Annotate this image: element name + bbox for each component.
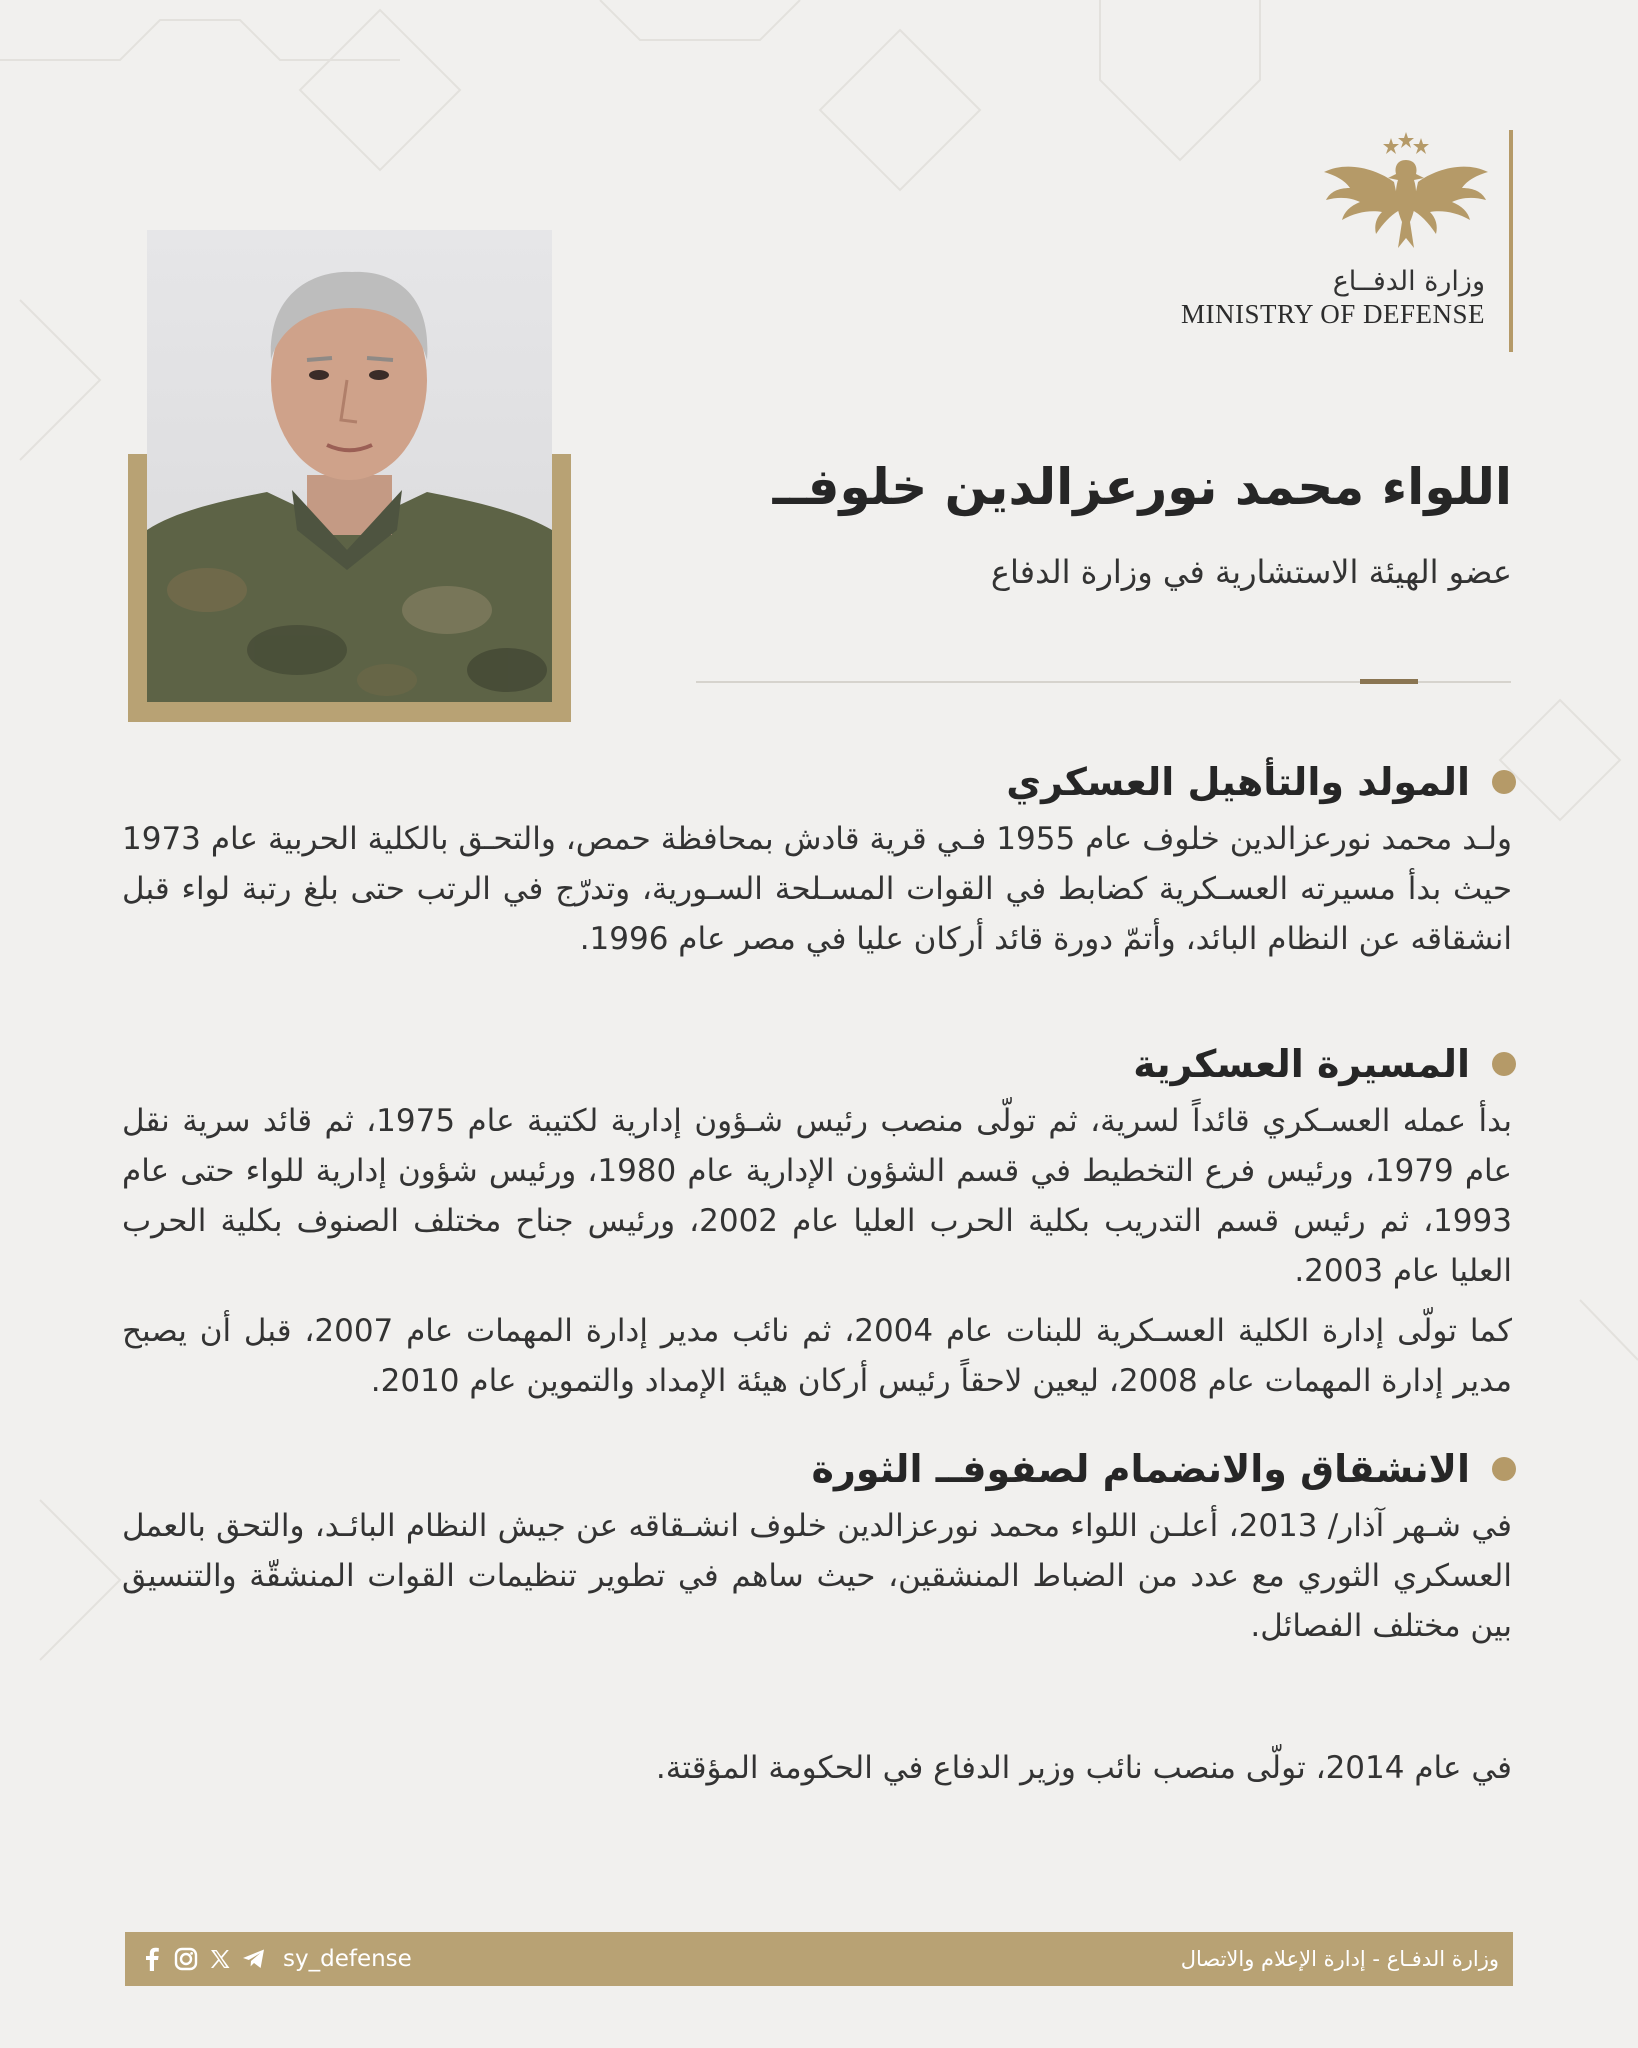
section-title: الانشقاق والانضمام لصفوفــ الثورة bbox=[811, 1447, 1470, 1491]
bullet-dot-icon bbox=[1492, 770, 1516, 794]
ministry-name-arabic: وزارة الدفــاع bbox=[1332, 266, 1485, 297]
social-links bbox=[139, 1946, 412, 1972]
section-military-career bbox=[122, 1042, 1512, 1406]
bullet-dot-icon bbox=[1492, 1052, 1516, 1076]
x-icon[interactable] bbox=[207, 1946, 233, 1972]
section-paragraph: في شـهر آذار/ 2013، أعلـن اللواء محمد نورعزالدين خلوف انشـقاقه عن جيش النظام البائـد، والتحق بالعمل العسكري الثوري مع عدد من الضباط المنشقين، حيث ساهم في تطوير تنظيمات القوات المنشقّة والتنسيق بين مختلف الفصائل. bbox=[122, 1508, 1512, 1644]
header-divider-accent bbox=[1360, 679, 1418, 684]
facebook-icon[interactable] bbox=[139, 1946, 165, 1972]
footer-bar bbox=[125, 1932, 1513, 1986]
social-handle[interactable]: sy_defense bbox=[283, 1946, 412, 1972]
telegram-icon[interactable] bbox=[241, 1946, 267, 1972]
eagle-emblem-icon bbox=[1318, 130, 1493, 258]
instagram-icon[interactable] bbox=[173, 1946, 199, 1972]
officer-name: اللواء محمد نورعزالدين خلوفــ bbox=[772, 458, 1512, 516]
ministry-name-english: MINISTRY OF DEFENSE bbox=[1180, 299, 1485, 329]
section-title: المسيرة العسكرية bbox=[1133, 1042, 1470, 1086]
closing-statement: في عام 2014، تولّى منصب نائب وزير الدفاع في الحكومة المؤقتة. bbox=[655, 1750, 1512, 1786]
logo-divider bbox=[1509, 130, 1513, 352]
officer-portrait-image bbox=[147, 230, 552, 702]
section-heading bbox=[122, 1447, 1512, 1491]
ministry-logo bbox=[1093, 130, 1513, 352]
section-heading bbox=[122, 760, 1512, 804]
footer-department: وزارة الدفـاع - إدارة الإعلام والاتصال bbox=[1180, 1947, 1499, 1971]
section-defection bbox=[122, 1447, 1512, 1651]
section-heading bbox=[122, 1042, 1512, 1086]
section-birth-qualification bbox=[122, 760, 1512, 964]
section-paragraph: كما تولّى إدارة الكلية العسـكرية للبنات عام 2004، ثم نائب مدير إدارة المهمات عام 2007، قبل أن يصبح مدير إدارة المهمات عام 2008، ليعين لاحقاً رئيس أركان هيئة الإمداد والتموين عام 2010. bbox=[122, 1313, 1512, 1399]
portrait-photo bbox=[147, 230, 552, 702]
section-title: المولد والتأهيل العسكري bbox=[1006, 760, 1470, 804]
officer-role: عضو الهيئة الاستشارية في وزارة الدفاع bbox=[990, 553, 1512, 591]
section-paragraph: بدأ عمله العسـكري قائداً لسرية، ثم تولّى منصب رئيس شـؤون إدارية لكتيبة عام 1975، ثم قائد سرية نقل عام 1979، ورئيس فرع التخطيط في قسم الشؤون الإدارية عام 1980، ورئيس شؤون إدارية للواء حتى عام 1993، ثم رئيس قسم التدريب بكلية الحرب العليا عام 2002، ورئيس جناح مختلف الصنوف بكلية الحرب العليا عام 2003. bbox=[122, 1103, 1512, 1289]
portrait bbox=[128, 230, 571, 722]
section-paragraph: ولـد محمد نورعزالدين خلوف عام 1955 فـي قرية قادش بمحافظة حمص، والتحـق بالكلية الحربية عام 1973 حيث بدأ مسيرته العسـكرية كضابط في القوات المسـلحة السـورية، وتدرّج في الرتب حتى بلغ رتبة لواء قبل انشقاقه عن النظام البائد، وأتمّ دورة قائد أركان عليا في مصر عام 1996. bbox=[122, 821, 1512, 957]
bullet-dot-icon bbox=[1492, 1457, 1516, 1481]
